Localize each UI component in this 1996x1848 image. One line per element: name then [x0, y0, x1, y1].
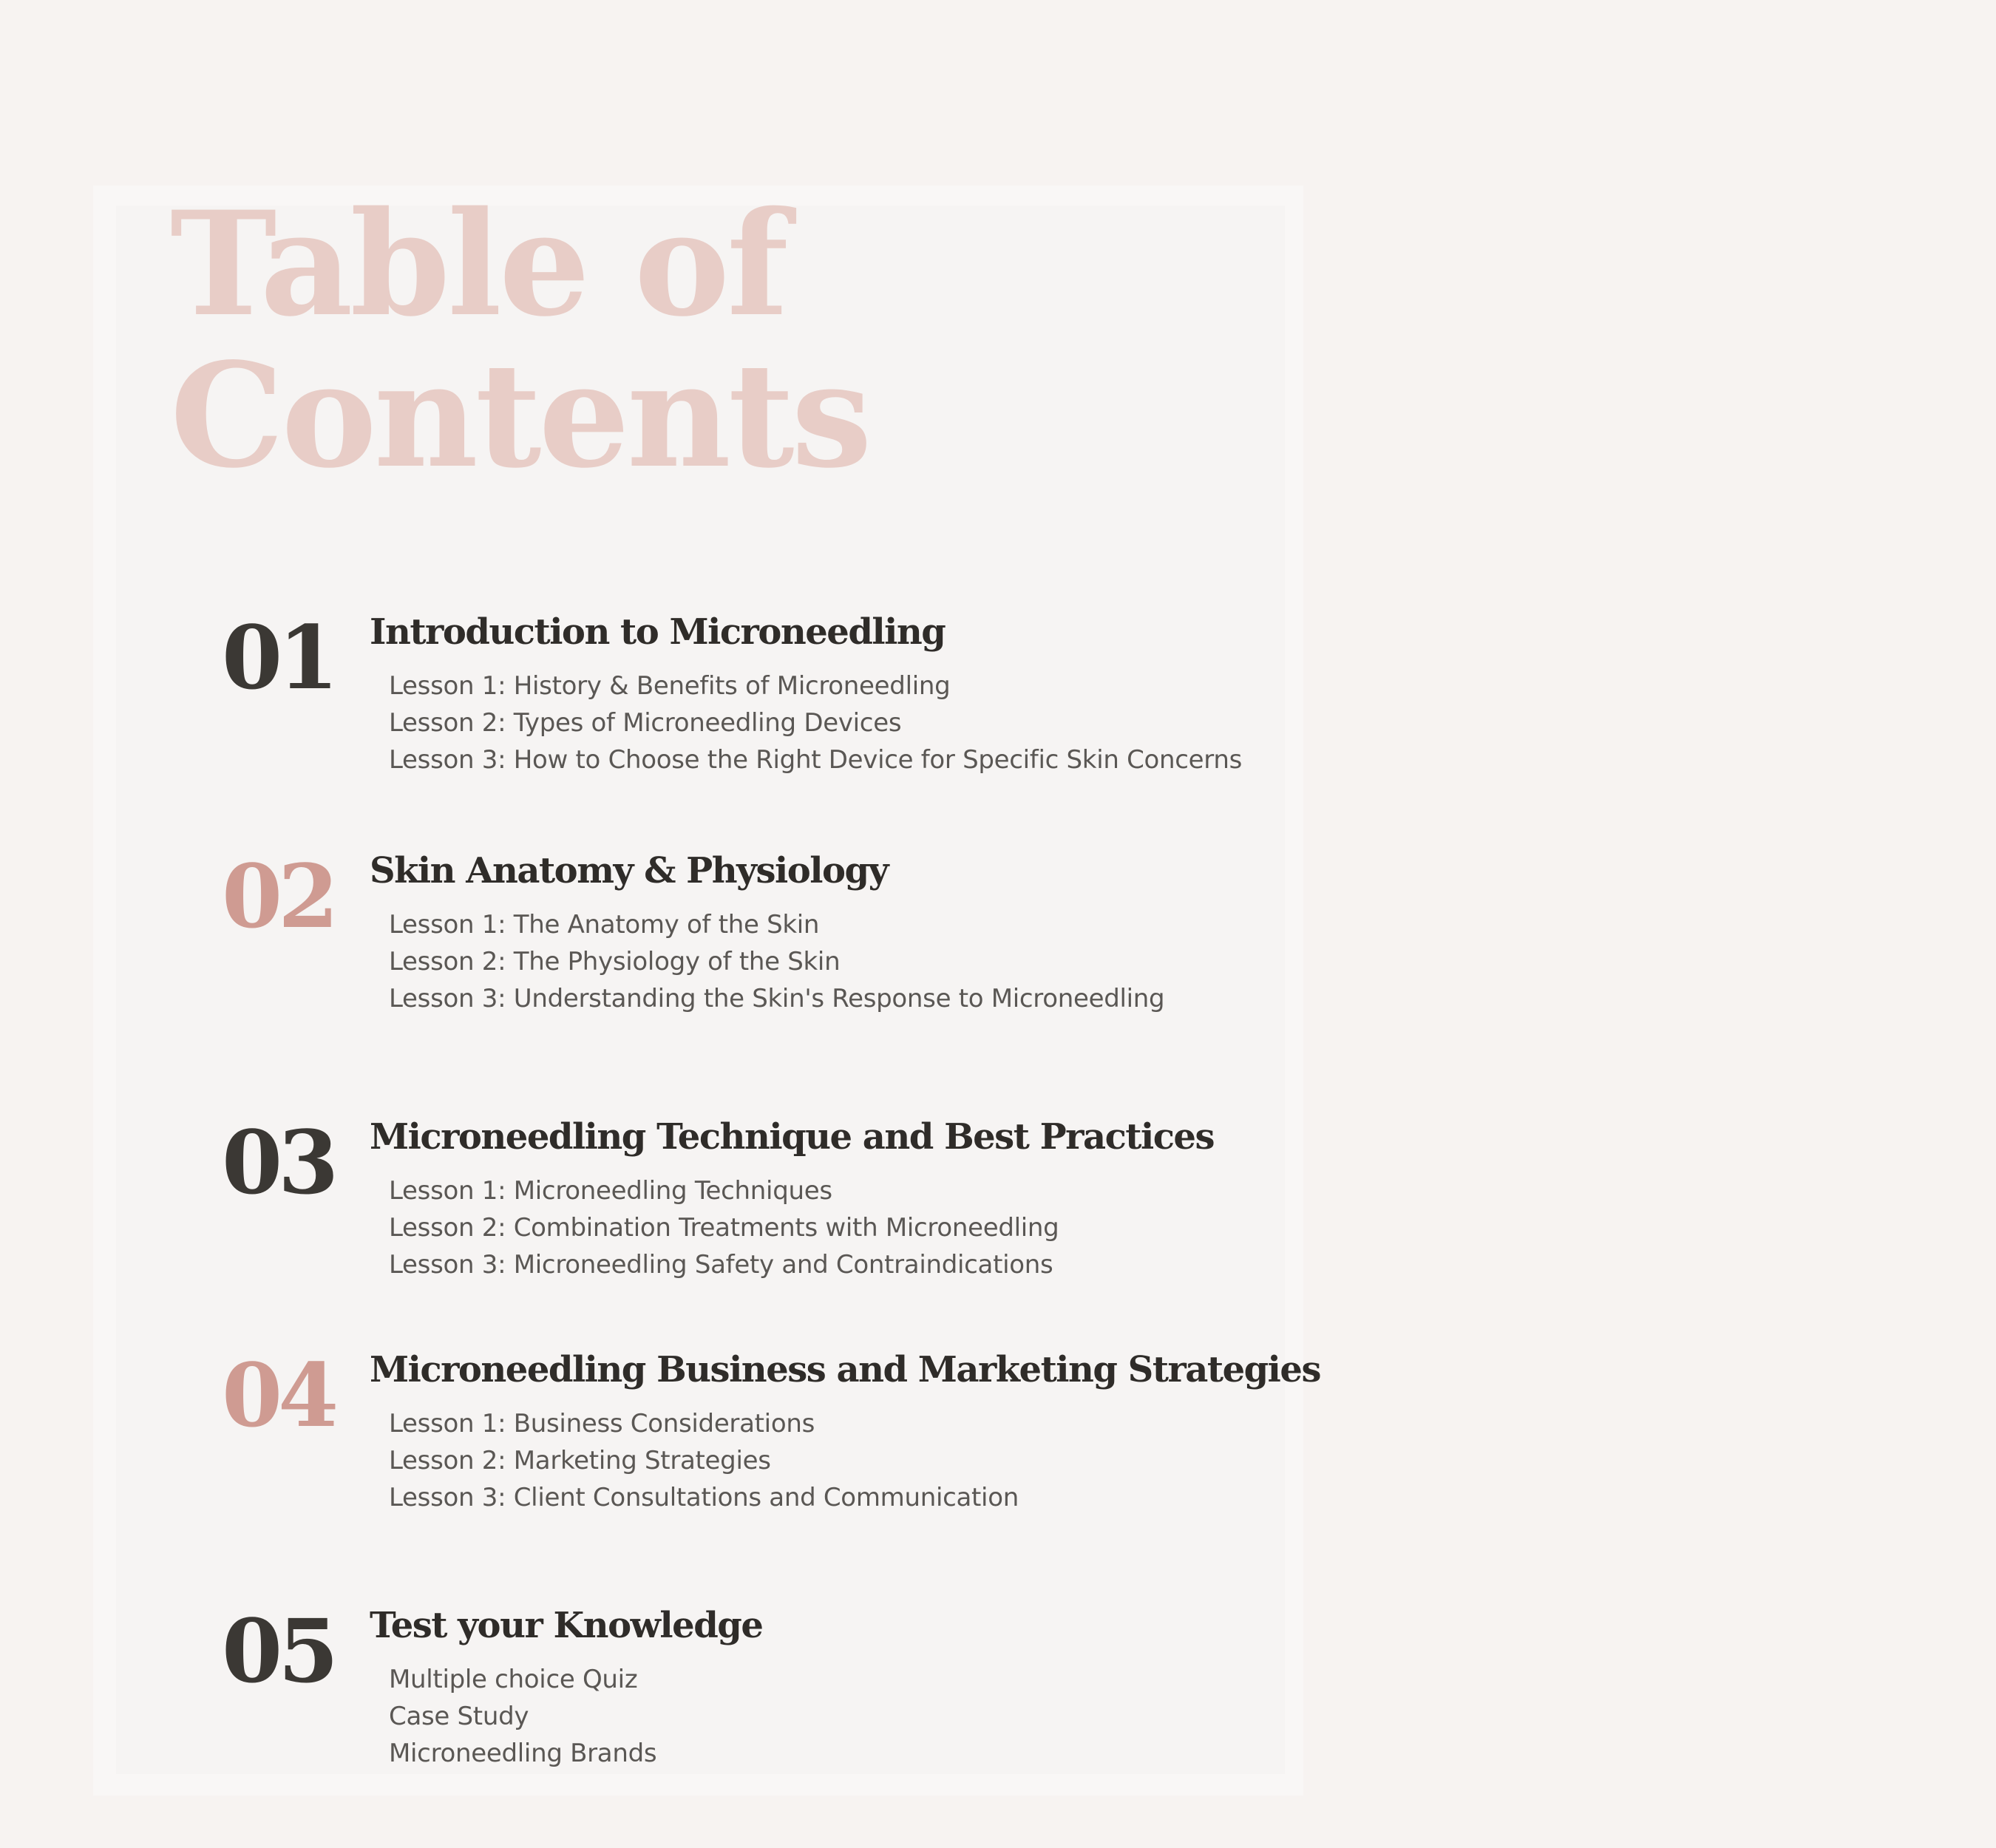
lesson-item: Lesson 3: Client Consultations and Communication	[389, 1483, 1019, 1512]
lesson-item: Lesson 3: Microneedling Safety and Contraindications	[389, 1250, 1053, 1280]
toc-section-04	[222, 1344, 1320, 1584]
lesson-item: Lesson 3: How to Choose the Right Device for Specific Skin Concerns	[389, 745, 1243, 775]
lesson-item: Lesson 1: The Anatomy of the Skin	[389, 910, 820, 940]
toc-section-01	[222, 606, 1272, 846]
lesson-list	[389, 1405, 1019, 1516]
lesson-item: Case Study	[389, 1702, 529, 1731]
lesson-list	[389, 1661, 656, 1772]
lesson-list	[389, 667, 1242, 778]
lesson-item: Lesson 1: History & Benefits of Microneedling	[389, 671, 951, 701]
section-number: 02	[222, 845, 335, 948]
lesson-item: Microneedling Brands	[389, 1739, 657, 1768]
lesson-list	[389, 1172, 1059, 1283]
toc-section-05	[222, 1600, 1272, 1840]
lesson-item: Lesson 2: The Physiology of the Skin	[389, 947, 841, 976]
lesson-item: Lesson 1: Business Considerations	[389, 1409, 815, 1438]
section-number: 01	[222, 606, 335, 709]
title-line-1: Table of	[170, 180, 786, 348]
section-number: 03	[222, 1111, 335, 1214]
lesson-item: Lesson 3: Understanding the Skin's Response to Microneedling	[389, 984, 1165, 1013]
section-number: 05	[222, 1600, 335, 1702]
lesson-item: Lesson 2: Marketing Strategies	[389, 1446, 771, 1475]
section-number: 04	[222, 1344, 335, 1447]
lesson-list	[389, 906, 1164, 1017]
section-heading: Introduction to Microneedling	[370, 611, 946, 653]
section-heading: Microneedling Business and Marketing Strategies	[370, 1349, 1320, 1390]
lesson-item: Lesson 1: Microneedling Techniques	[389, 1176, 832, 1206]
section-heading: Skin Anatomy & Physiology	[370, 850, 888, 891]
title-line-2: Contents	[170, 331, 869, 500]
lesson-item: Lesson 2: Combination Treatments with Microneedling	[389, 1213, 1059, 1243]
lesson-item: Multiple choice Quiz	[389, 1665, 638, 1694]
section-heading: Microneedling Technique and Best Practices	[370, 1116, 1214, 1158]
section-heading: Test your Knowledge	[370, 1605, 763, 1646]
toc-section-03	[222, 1111, 1272, 1351]
toc-section-02	[222, 845, 1272, 1085]
page-title	[170, 180, 869, 500]
lesson-item: Lesson 2: Types of Microneedling Devices	[389, 708, 902, 738]
